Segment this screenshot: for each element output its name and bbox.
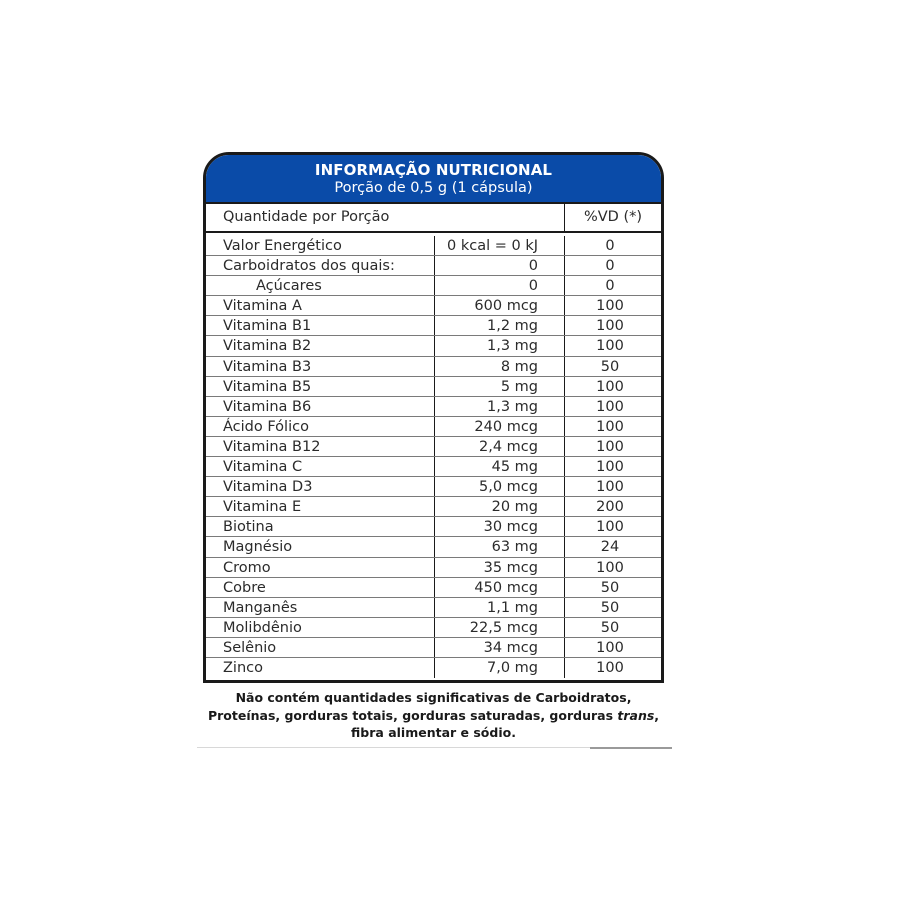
nutrient-name: Cobre	[206, 578, 435, 597]
footnote-line-2	[203, 707, 664, 725]
table-row	[206, 558, 661, 578]
nutrient-daily-value: 0	[605, 278, 615, 295]
nutrient-daily-value: 100	[596, 479, 624, 496]
nutrient-quantity: 7,0 mg	[435, 658, 565, 678]
nutrient-name: Vitamina B5	[206, 377, 435, 396]
table-header	[206, 155, 661, 204]
nutrient-name: Vitamina B3	[206, 357, 435, 376]
table-row	[206, 296, 661, 316]
table-row	[206, 417, 661, 437]
nutrient-quantity: 1,1 mg	[435, 598, 565, 617]
footnote	[203, 689, 664, 742]
table-row	[206, 437, 661, 457]
table-row	[206, 377, 661, 397]
footnote-line-1: Não contém quantidades significativas de Carboidratos,	[235, 690, 632, 705]
nutrient-daily-value: 100	[596, 639, 624, 656]
nutrient-quantity: 1,2 mg	[435, 316, 565, 335]
nutrient-name: Carboidratos dos quais:	[206, 256, 435, 275]
nutrient-daily-value: 100	[596, 338, 624, 355]
footnote-line-2-text: Proteínas, gorduras totais, gorduras saturadas, gorduras	[207, 707, 618, 723]
nutrient-daily-value: 100	[596, 459, 624, 476]
nutrient-daily-value: 100	[596, 559, 624, 576]
nutrient-name: Selênio	[206, 638, 435, 657]
nutrient-name: Açúcares	[206, 276, 435, 295]
nutrient-quantity: 34 mcg	[435, 638, 565, 657]
nutrient-daily-value: 100	[596, 418, 624, 435]
table-row	[206, 517, 661, 537]
nutrient-quantity: 0	[435, 276, 565, 295]
nutrient-name: Vitamina A	[206, 296, 435, 315]
table-row	[206, 336, 661, 356]
table-row	[206, 658, 661, 678]
table-row	[206, 618, 661, 638]
nutrient-quantity: 5,0 mcg	[435, 477, 565, 496]
nutrient-name: Vitamina B2	[206, 336, 435, 355]
nutrient-quantity: 0 kcal = 0 kJ	[435, 236, 565, 255]
nutrient-quantity: 22,5 mcg	[435, 618, 565, 637]
nutrient-quantity: 5 mg	[435, 377, 565, 396]
nutrient-quantity: 450 mcg	[435, 578, 565, 597]
nutrient-quantity: 45 mg	[435, 457, 565, 476]
nutrient-name: Vitamina D3	[206, 477, 435, 496]
daily-value-label: %VD (*)	[583, 209, 643, 225]
nutrient-name: Valor Energético	[206, 236, 435, 255]
nutrient-daily-value: 24	[600, 539, 620, 556]
nutrient-quantity: 30 mcg	[435, 517, 565, 536]
nutrient-daily-value: 50	[600, 358, 620, 375]
table-row	[206, 638, 661, 658]
nutrient-daily-value: 0	[605, 238, 615, 254]
nutrient-quantity: 20 mg	[435, 497, 565, 516]
nutrient-quantity: 63 mg	[435, 537, 565, 556]
nutrient-quantity: 1,3 mg	[435, 397, 565, 416]
nutrient-daily-value: 0	[605, 258, 615, 275]
divider-line-accent	[590, 747, 672, 749]
nutrient-daily-value: 100	[596, 398, 624, 415]
nutrient-name: Manganês	[206, 598, 435, 617]
nutrient-daily-value: 100	[596, 318, 624, 335]
footnote-trans-italic: trans	[617, 707, 655, 723]
column-header-row	[206, 204, 661, 233]
table-row	[206, 256, 661, 276]
nutrient-daily-value: 100	[596, 378, 624, 395]
table-row	[206, 357, 661, 377]
table-row	[206, 497, 661, 517]
table-row	[206, 397, 661, 417]
table-row	[206, 578, 661, 598]
nutrient-name: Magnésio	[206, 537, 435, 556]
table-row	[206, 537, 661, 557]
nutrient-daily-value: 50	[600, 619, 620, 636]
nutrient-quantity: 2,4 mcg	[435, 437, 565, 456]
nutrient-daily-value: 200	[596, 499, 624, 516]
nutrient-quantity: 35 mcg	[435, 558, 565, 577]
nutrient-quantity: 8 mg	[435, 357, 565, 376]
nutrient-name: Vitamina E	[206, 497, 435, 516]
nutrient-daily-value: 50	[600, 599, 620, 616]
nutrient-name: Vitamina B6	[206, 397, 435, 416]
nutrient-name: Biotina	[206, 517, 435, 536]
nutrient-rows	[206, 233, 661, 678]
nutrient-daily-value: 100	[596, 298, 624, 315]
table-row	[206, 276, 661, 296]
nutrient-name: Vitamina B12	[206, 437, 435, 456]
footnote-line-3: fibra alimentar e sódio.	[351, 725, 516, 740]
nutrient-daily-value: 100	[596, 519, 624, 536]
table-row	[206, 598, 661, 618]
nutrient-name: Vitamina C	[206, 457, 435, 476]
serving-size: Porção de 0,5 g (1 cápsula)	[334, 180, 533, 196]
nutrient-name: Cromo	[206, 558, 435, 577]
nutrient-daily-value: 100	[596, 438, 624, 455]
nutrient-name: Molibdênio	[206, 618, 435, 637]
nutrient-name: Ácido Fólico	[206, 417, 435, 436]
nutrient-daily-value: 50	[600, 579, 620, 596]
nutrient-quantity: 600 mcg	[435, 296, 565, 315]
table-row	[206, 477, 661, 497]
nutrient-name: Vitamina B1	[206, 316, 435, 335]
nutrient-daily-value: 100	[596, 659, 624, 676]
nutrient-quantity: 0	[435, 256, 565, 275]
table-title: INFORMAÇÃO NUTRICIONAL	[314, 161, 553, 179]
quantity-per-serving-label: Quantidade por Porção	[206, 204, 565, 231]
table-row	[206, 316, 661, 336]
nutrition-facts-table	[203, 152, 664, 683]
table-row	[206, 457, 661, 477]
nutrient-name: Zinco	[206, 658, 435, 678]
footnote-line-2-end: ,	[654, 707, 660, 723]
table-row	[206, 236, 661, 256]
nutrient-quantity: 240 mcg	[435, 417, 565, 436]
nutrient-quantity: 1,3 mg	[435, 336, 565, 355]
